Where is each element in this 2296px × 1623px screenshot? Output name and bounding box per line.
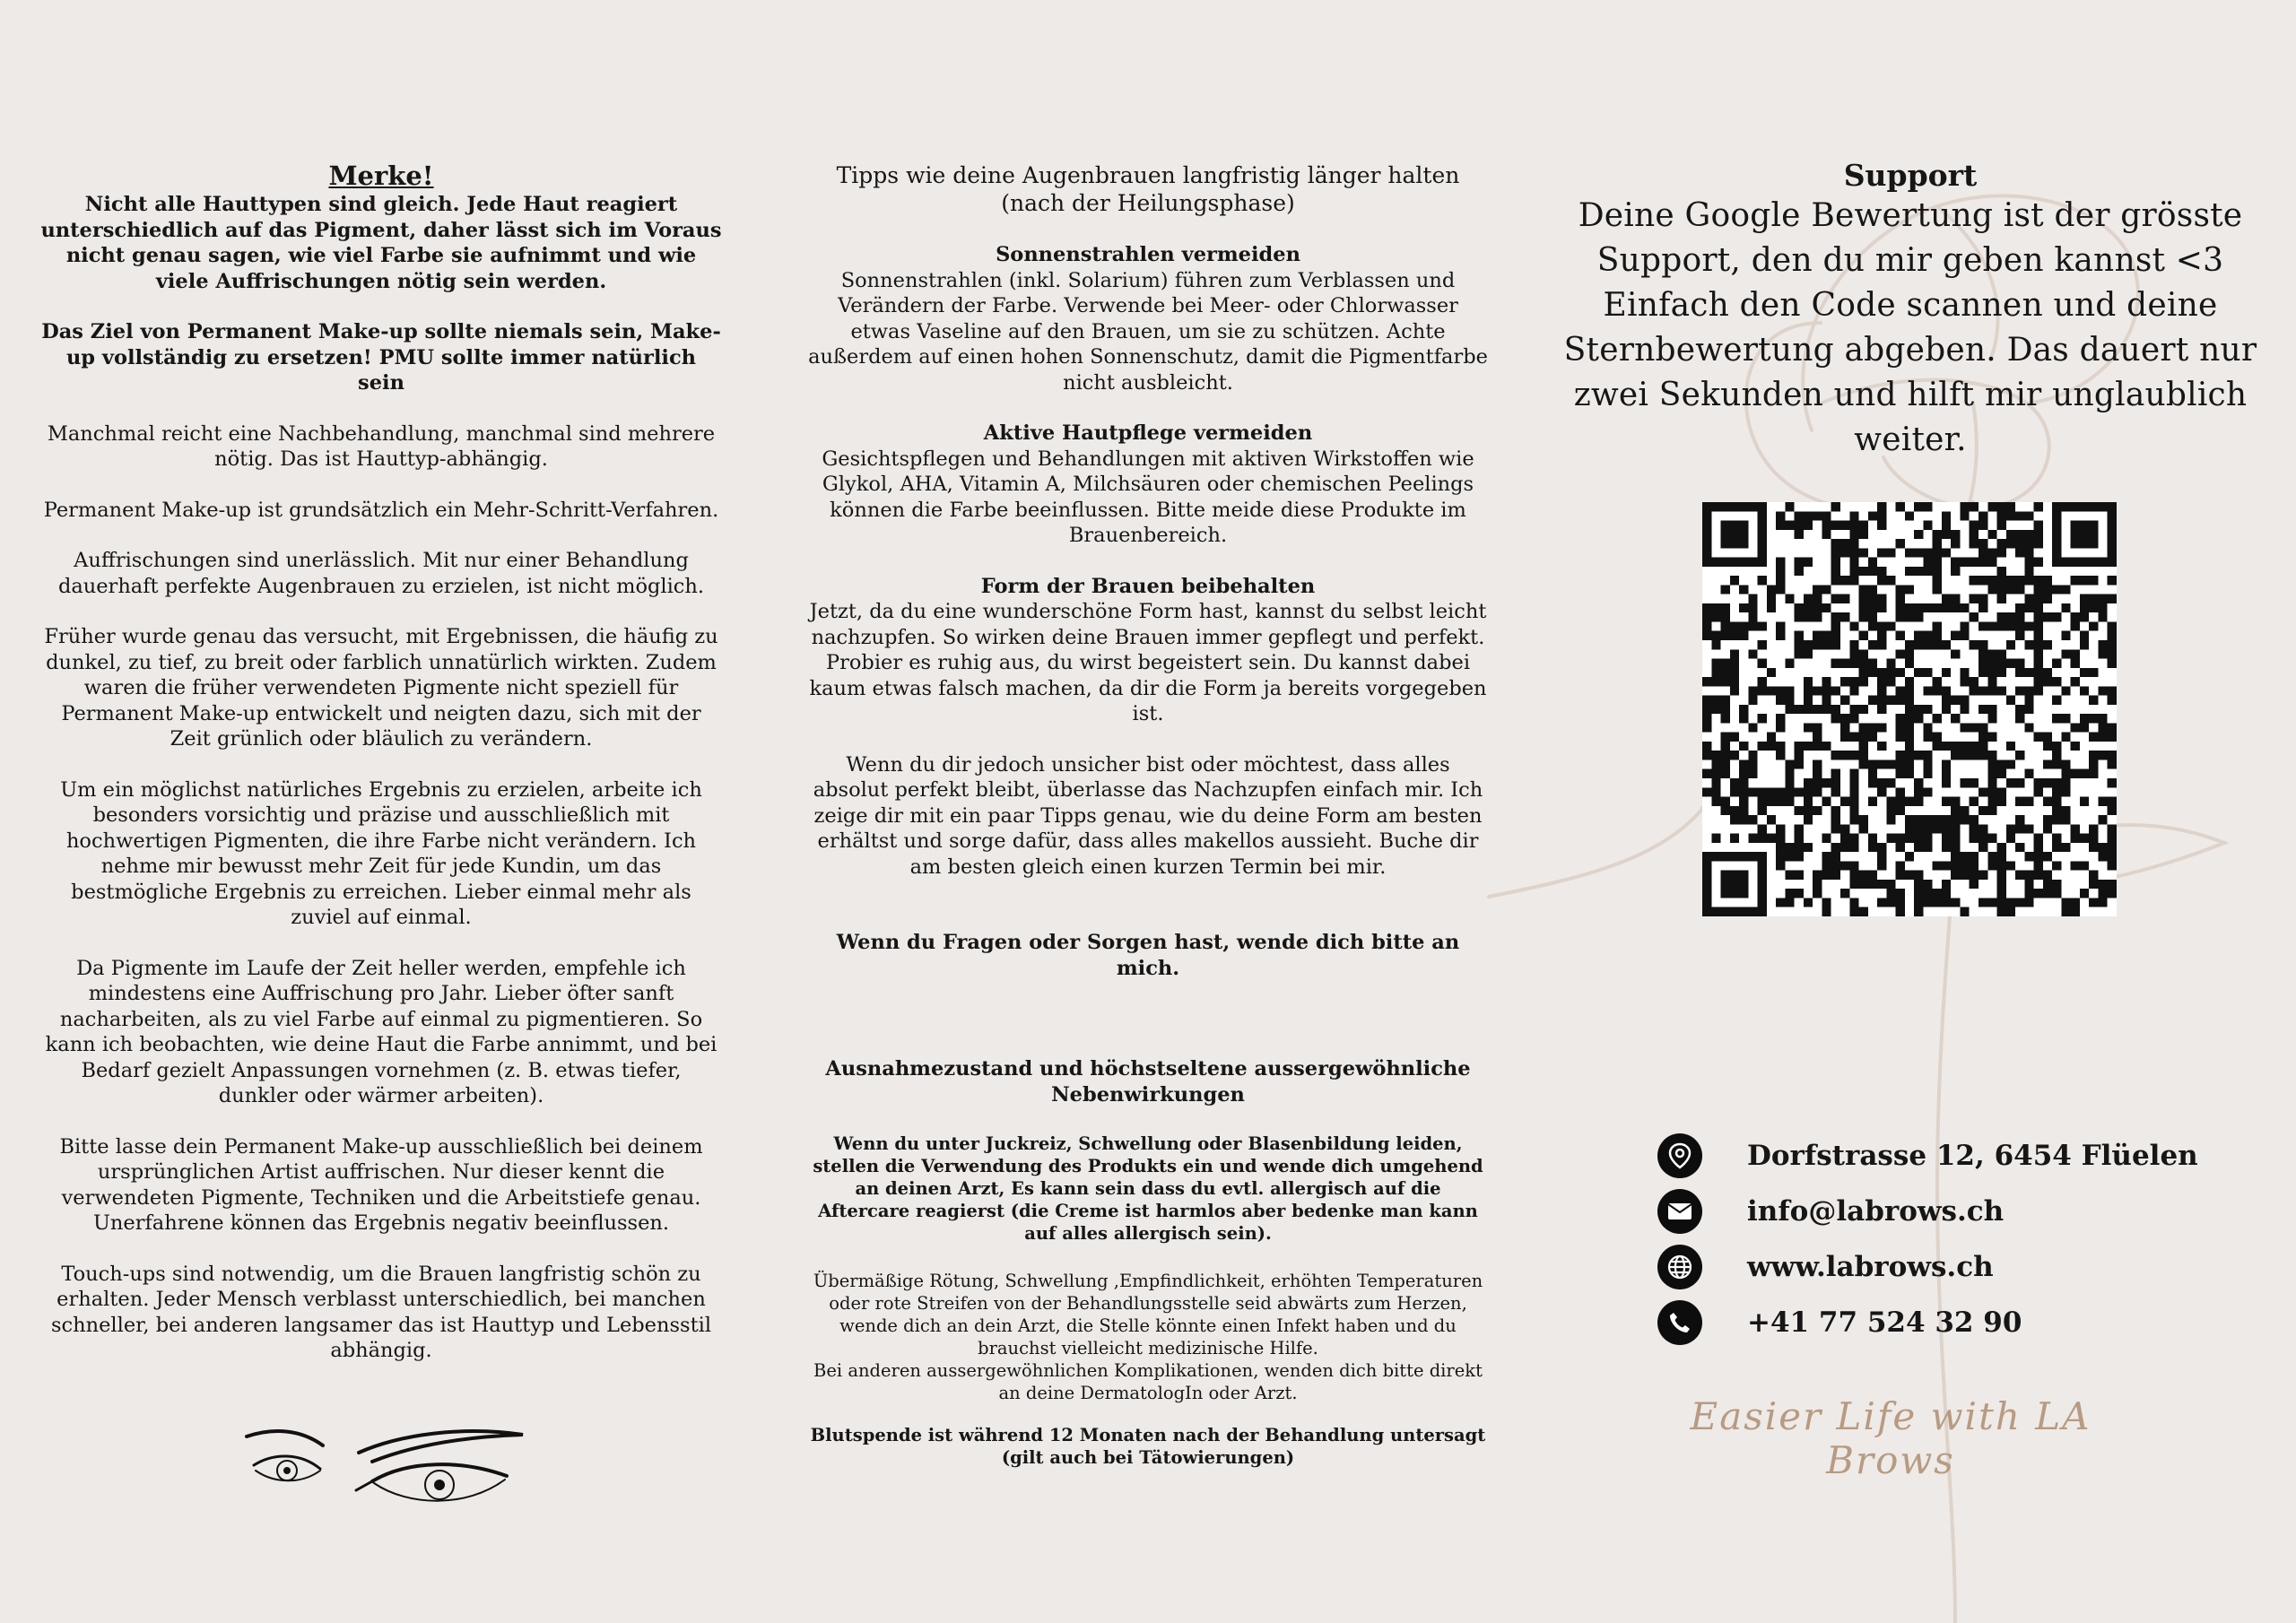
tipps-title: Tipps wie deine Augenbrauen langfristig länger halten (nach der Heilungsphase) — [836, 162, 1460, 216]
text-allergie: Wenn du unter Juckreiz, Schwellung oder Blasenbildung leiden, stellen die Verwendung des Produkts ein und wende dich umgehend an deinen Arzt, Es kann sein dass du evtl. allergisch auf die Aftercare reagierst (die Creme ist harmlos aber bedenke man kann auf alles allergisch sein). — [813, 1133, 1483, 1244]
text-sonnenstrahlen: Sonnenstrahlen (inkl. Solarium) führen zum Verblassen und Verändern der Farbe. Verwende bei Meer- oder Chlorwasser etwas Vaseline auf den Brauen, um sie zu schützen. Achte außerdem auf einen hohen Sonnenschutz, damit die Pigmentfarbe nicht ausbleicht. — [808, 268, 1488, 395]
heading-hautpflege: Aktive Hautpflege vermeiden — [983, 421, 1313, 445]
contact-list — [1657, 1128, 2267, 1350]
contact-web[interactable] — [1657, 1239, 2267, 1295]
text-roetung: Übermäßige Rötung, Schwellung ,Empfindlichkeit, erhöhten Temperaturen oder rote Streifen von der Behandlungsstelle seid abwärts zum Herzen, wende dich an dein Arzt, die Stelle könnte einen Infekt haben und du brauchst vielleicht medizinische Hilfe. — [813, 1271, 1483, 1358]
globe-icon — [1657, 1245, 1702, 1289]
phone-number[interactable]: +41 77 524 32 90 — [1747, 1306, 2022, 1339]
merke-lead-1: Nicht alle Hauttypen sind gleich. Jede Haut reagiert unterschiedlich auf das Pigment, daher lässt sich im Voraus nicht genau sagen, wie viel Farbe sie aufnimmt und wie viele Auffrischungen nötig sein werden. — [40, 193, 722, 293]
merke-paragraph-5: Um ein möglichst natürliches Ergebnis zu erzielen, arbeite ich besonders vorsichtig und präzise und ausschließlich mit hochwertigen Pigmenten, die ihre Farbe nicht verändern. Ich nehme mir bewusst mehr Zeit für jede Kundin, um das bestmögliche Ergebnis zu erreichen. Lieber einmal mehr als zuviel auf einmal. — [60, 777, 702, 929]
merke-paragraph-2: Permanent Make-up ist grundsätzlich ein Mehr-Schritt-Verfahren. — [43, 498, 719, 522]
merke-paragraph-6: Da Pigmente im Laufe der Zeit heller werden, empfehle ich mindestens eine Auffrischung pro Jahr. Lieber öfter sanft nacharbeiten, als zu viel Farbe auf einmal zu pigmentieren. So kann ich beobachten, wie deine Haut die Farbe annimmt, und bei Bedarf gezielt Anpassungen vornehmen (z. B. etwas tiefer, dunkler oder wärmer arbeiten). — [45, 956, 718, 1107]
contact-address — [1657, 1128, 2267, 1184]
column-tipps — [807, 161, 1489, 1469]
merke-paragraph-1: Manchmal reicht eine Nachbehandlung, manchmal sind mehrere nötig. Das ist Hauttyp-abhängig. — [47, 421, 716, 471]
merke-title: Merke! — [328, 161, 434, 191]
phone-icon — [1657, 1300, 1702, 1345]
support-text: Deine Google Bewertung ist der grösste Support, den du mir geben kannst <3 Einfach den Code scannen und deine Sternbewertung abgeben. Das dauert nur zwei Sekunden und hilft mir unglaublich weiter. — [1563, 197, 2257, 458]
envelope-icon — [1657, 1189, 1702, 1234]
questions-note: Wenn du Fragen oder Sorgen hast, wende dich bitte an mich. — [836, 931, 1460, 980]
text-hautpflege: Gesichtspflegen und Behandlungen mit aktiven Wirkstoffen wie Glykol, AHA, Vitamin A, Milchsäuren oder chemischen Peelings können die Farbe beeinflussen. Bitte meide diese Produkte im Brauenbereich. — [822, 447, 1474, 547]
column-merke — [40, 160, 722, 1364]
website-link[interactable]: www.labrows.ch — [1747, 1251, 1994, 1283]
merke-lead-2: Das Ziel von Permanent Make-up sollte niemals sein, Make-up vollständig zu ersetzen! PMU sollte immer natürlich sein — [41, 320, 721, 395]
merke-paragraph-3: Auffrischungen sind unerlässlich. Mit nur einer Behandlung dauerhaft perfekte Augenbrauen zu erzielen, ist nicht möglich. — [57, 549, 705, 598]
eyes-illustration — [238, 1426, 525, 1524]
heading-nebenwirkungen: Ausnahmezustand und höchstseltene aussergewöhnliche Nebenwirkungen — [825, 1057, 1471, 1107]
address-text: Dorfstrasse 12, 6454 Flüelen — [1747, 1140, 2198, 1172]
support-title: Support — [1843, 158, 1978, 193]
merke-paragraph-4: Früher wurde genau das versucht, mit Ergebnissen, die häufig zu dunkel, zu tief, zu breit oder farblich unnatürlich wirkten. Zudem waren die früher verwendeten Pigmente nicht speziell für Permanent Make-up entwickelt und neigten dazu, sich mit der Zeit grünlich oder bläulich zu verändern. — [44, 625, 718, 751]
column-support — [1561, 158, 2260, 463]
tagline: Easier Life with LA Brows — [1690, 1394, 2092, 1482]
text-nachzupfen: Wenn du dir jedoch unsicher bist oder möchtest, dass alles absolut perfekt bleibt, überlasse das Nachzupfen einfach mir. Ich zeige dir mit ein paar Tipps genau, wie du deine Form am besten erhältst und sorge dafür, dass alles makellos aussieht. Buche dir am besten gleich einen kurzen Termin bei mir. — [813, 752, 1483, 879]
location-pin-icon — [1657, 1133, 1702, 1178]
merke-paragraph-7: Bitte lasse dein Permanent Make-up ausschließlich bei deinem ursprünglichen Artist auffrischen. Nur dieser kennt die verwendeten Pigmente, Techniken und die Arbeitstiefe genau. Unerfahrene können das Ergebnis negativ beeinflussen. — [59, 1134, 703, 1235]
text-blutspende: Blutspende ist während 12 Monaten nach der Behandlung untersagt (gilt auch bei Tätowierungen) — [810, 1425, 1486, 1468]
contact-phone[interactable] — [1657, 1295, 2267, 1350]
email-link[interactable]: info@labrows.ch — [1747, 1195, 2005, 1228]
heading-sonnenstrahlen: Sonnenstrahlen vermeiden — [996, 243, 1300, 266]
merke-paragraph-8: Touch-ups sind notwendig, um die Brauen langfristig schön zu erhalten. Jeder Mensch verblasst unterschiedlich, bei manchen schneller, bei anderen langsamer das ist Hauttyp und Lebensstil abhängig. — [50, 1262, 712, 1362]
contact-email[interactable] — [1657, 1184, 2267, 1239]
text-form: Jetzt, da du eine wunderschöne Form hast, kannst du selbst leicht nachzupfen. So wirken deine Brauen immer gepflegt und perfekt. Probier es ruhig aus, du wirst begeistert sein. Du kannst dabei kaum etwas falsch machen, da dir die Form ja bereits vorgegeben ist. — [809, 600, 1487, 725]
qr-code[interactable] — [1702, 502, 2117, 916]
heading-form: Form der Brauen beibehalten — [980, 574, 1316, 598]
text-komplikationen: Bei anderen aussergewöhnlichen Komplikationen, wenden dich bitte direkt an deine DermatologIn oder Arzt. — [813, 1360, 1483, 1403]
